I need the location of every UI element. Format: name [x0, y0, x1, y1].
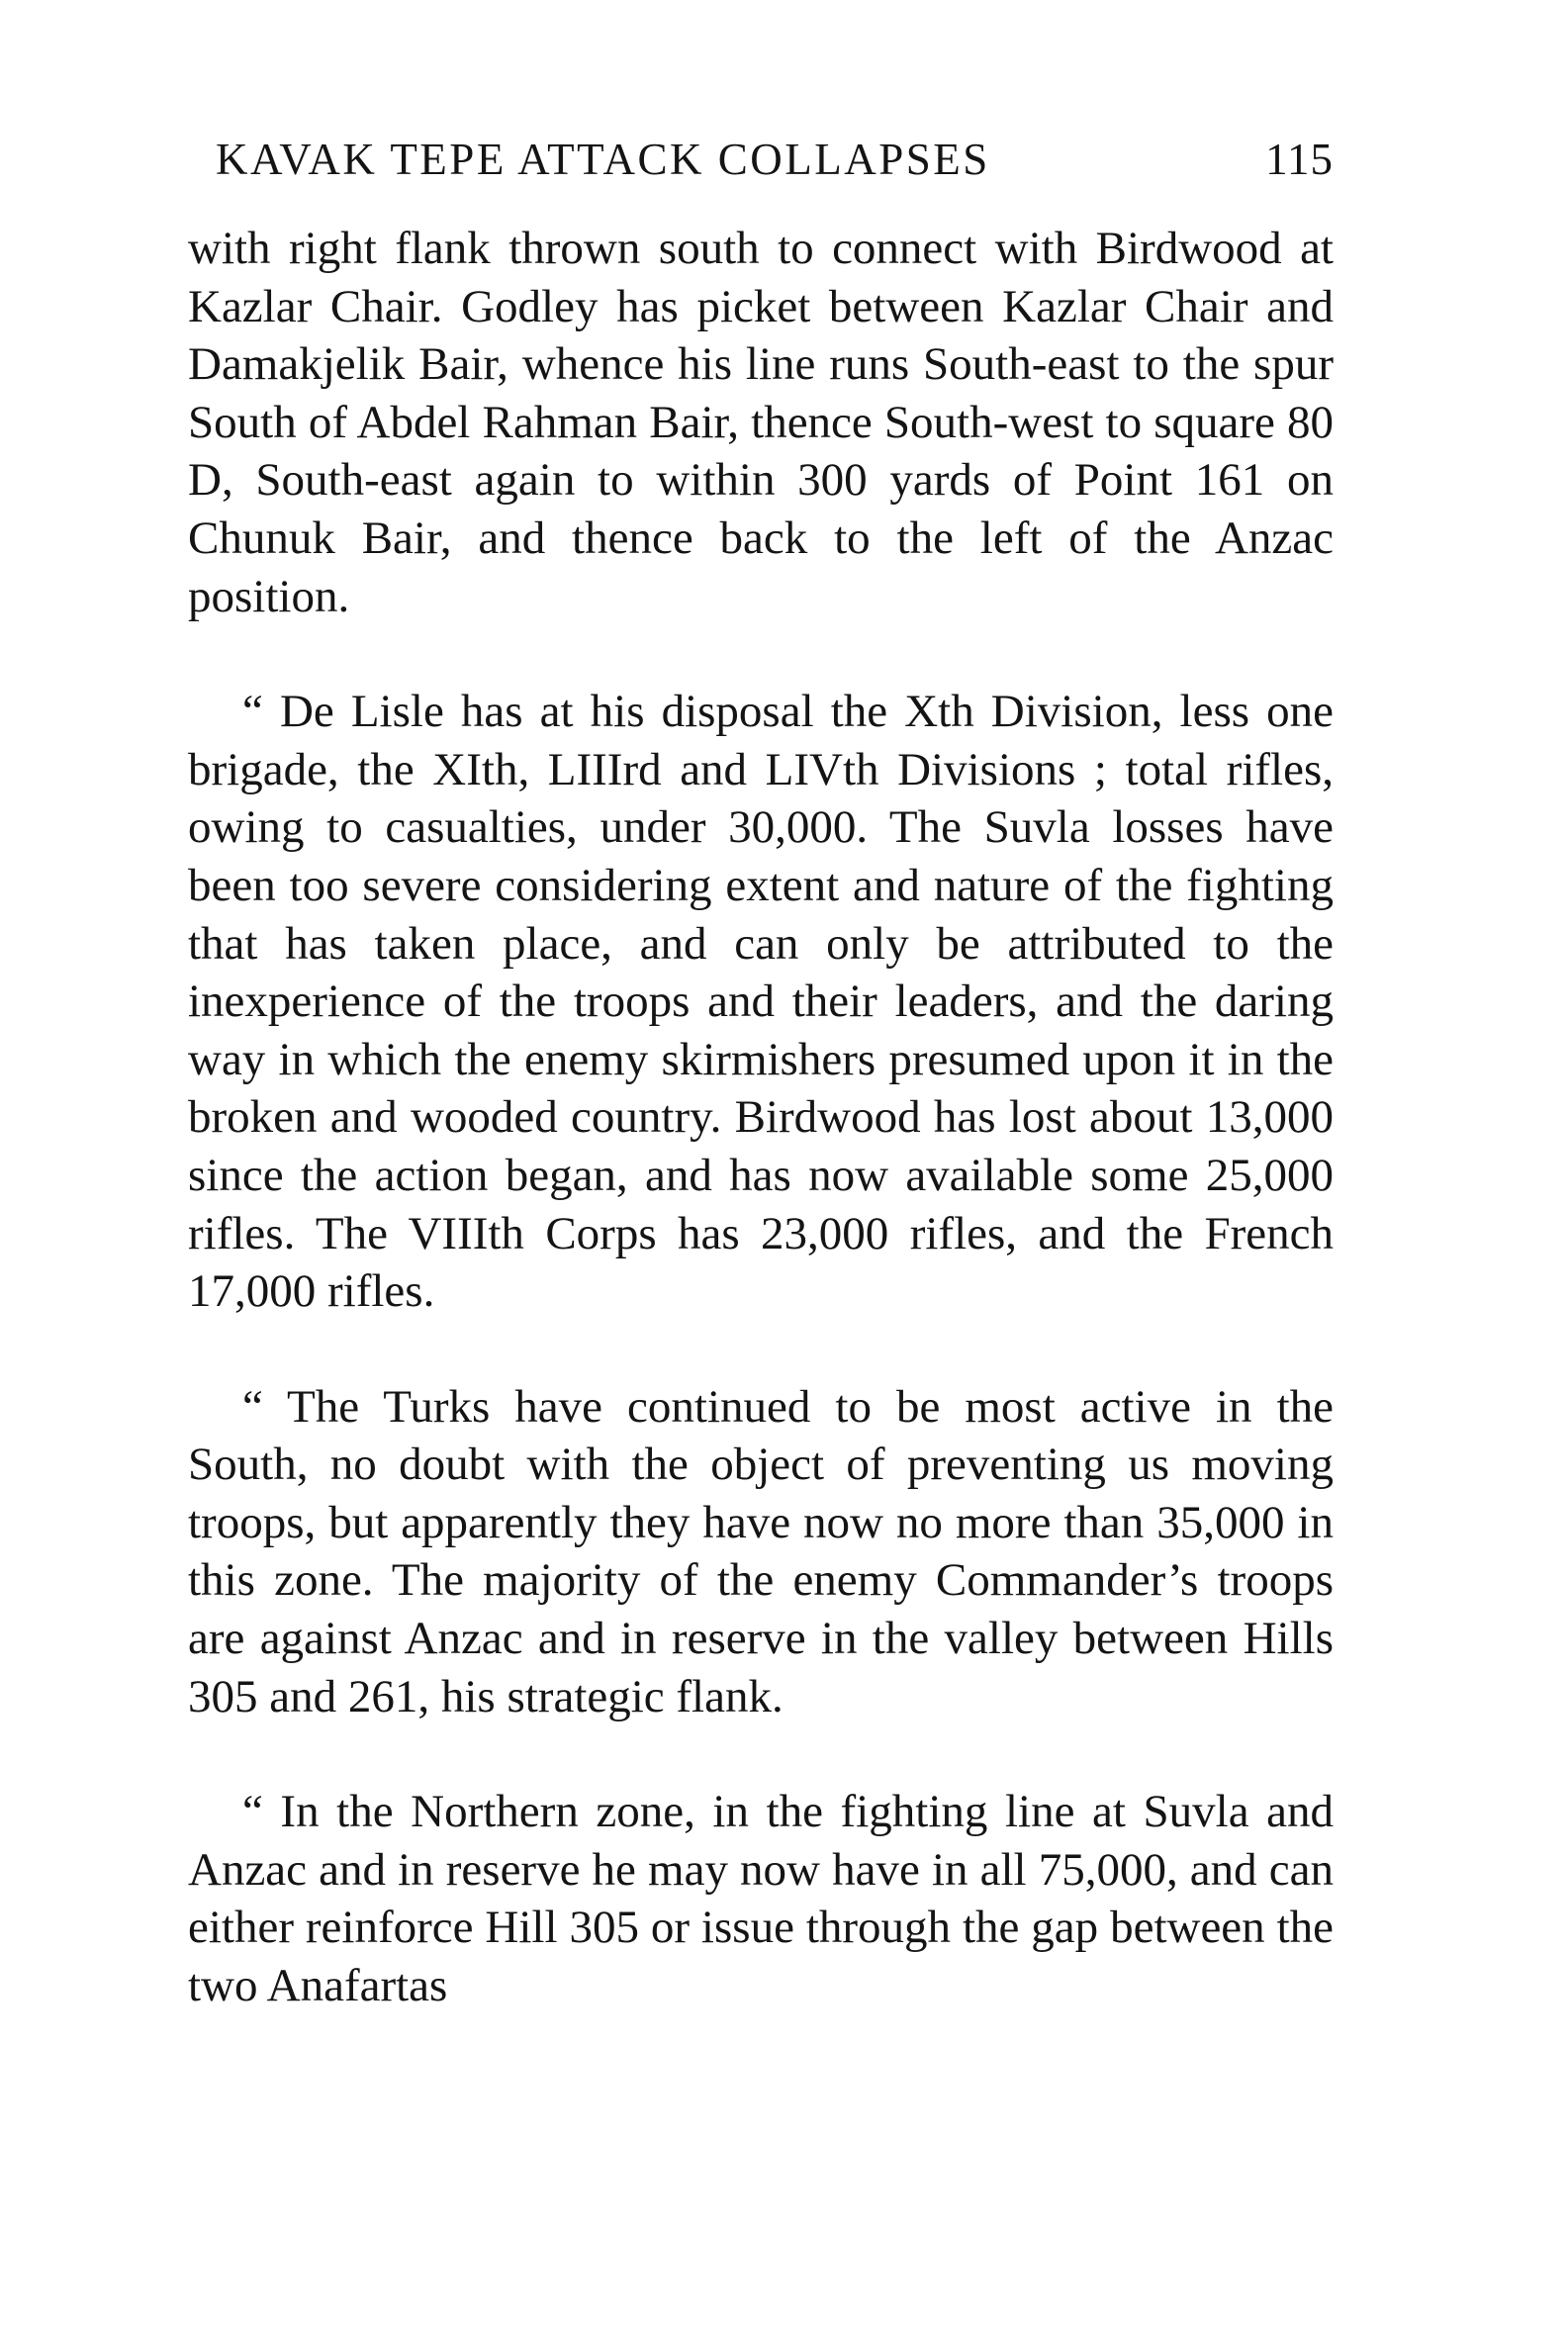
page-number: 115: [1265, 135, 1334, 184]
paragraph-northern-zone: “ In the Northern zone, in the fighting line at Suvla and Anzac and in reserve he may now have in all 75,000, and can either reinforce Hill 305 or issue through the gap between the two Anafartas: [188, 1786, 1334, 2012]
running-header: [216, 134, 1334, 193]
running-title: KAVAK TEPE ATTACK COLLAPSES: [216, 135, 990, 184]
paragraph-de-lisle: “ De Lisle has at his disposal the Xth Division, less one brigade, the XIth, LIIIrd and LIVth Divisions ; total rifles, owing to casualties, under 30,000. The Suvla losses have been too severe considering extent and nature of the fighting that has taken place, and can only be attributed to the inexperience of the troops and their leaders, and the daring way in which the enemy skirmishers presumed upon it in the broken and wooded country. Birdwood has lost about 13,000 since the action began, and has now available some 25,000 rifles. The VIIIth Corps has 23,000 rifles, and the French 17,000 rifles.: [188, 686, 1334, 1318]
body-text: [188, 220, 1334, 2015]
paragraph-continued: with right flank thrown south to connect with Birdwood at Kazlar Chair. Godley has picket between Kazlar Chair and Damakjelik Bair, whence his line runs South-east to the spur South of Abdel Rahman Bair, thence South-west to square 80 D, South-east again to within 300 yards of Point 161 on Chunuk Bair, and thence back to the left of the Anzac position.: [188, 223, 1334, 622]
paragraph-turks: “ The Turks have continued to be most active in the South, no doubt with the object of preventing us moving troops, but apparently they have now no more than 35,000 in this zone. The majority of the enemy Commander’s troops are against Anzac and in reserve in the valley between Hills 305 and 261, his strategic flank.: [188, 1380, 1334, 1722]
